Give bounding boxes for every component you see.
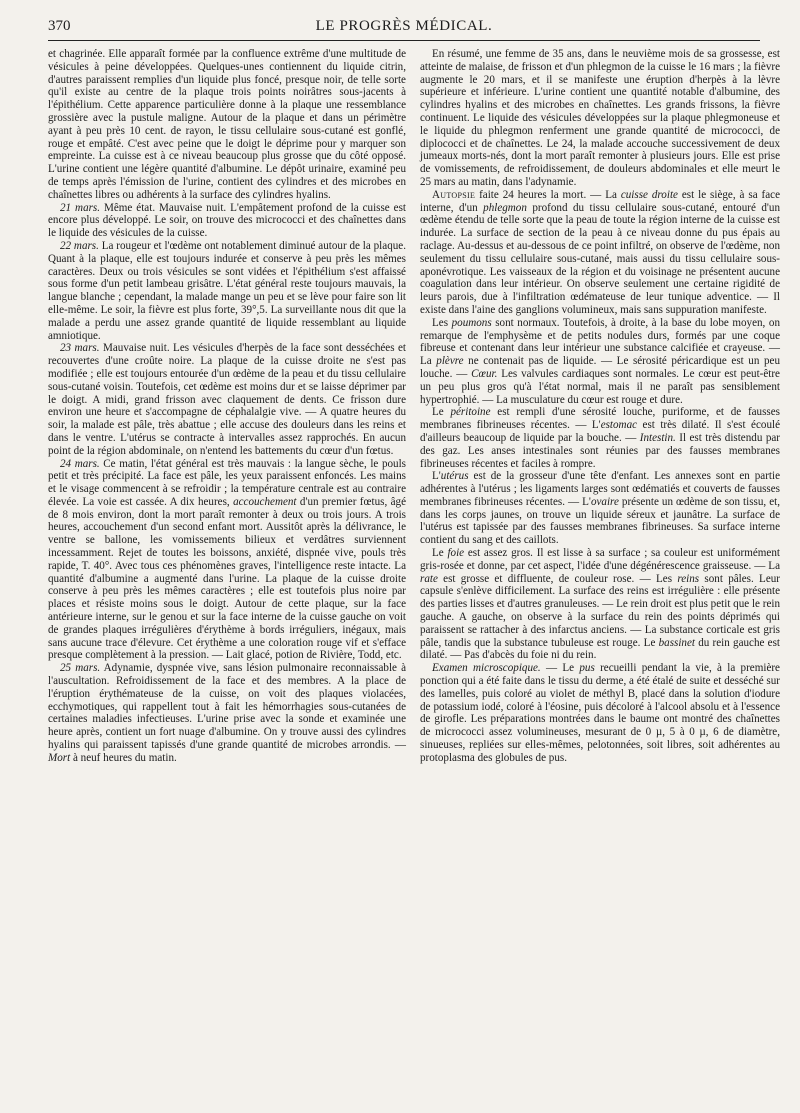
date-25-mars: 25 mars. bbox=[60, 662, 101, 675]
page-header bbox=[48, 14, 760, 41]
paragraph-23-mars: 23 mars. Mauvaise nuit. Les vésicules d'herpès de la face sont desséchées et recouvertes d'une croûte noire. La plaque de la cuisse droite ne s'est pas modifiée ; elle est toujours entourée d'un œdème de la peau et du tissu cellulaire sous-cutané voisin. Toutefois, cet œdème est moins dur et se laisse déprimer par le doigt. A midi, grand frisson avec claquement de dents. Ce frisson dure environ une heure et s'accompagne de céphalalgie vive. — A quatre heures du soir, la malade est pâle, très abattue ; elle accuse des douleurs dans les reins et dans le ventre. L'utérus se contracte à intervalles assez rapprochés. En aucun point de la région abdominale, on n'entend les battements du cœur d'un fœtus. bbox=[48, 342, 406, 457]
paragraph-autopsie: Autopsie faite 24 heures la mort. — La cuisse droite est le siège, à sa face interne, d'un phlegmon profond du tissu cellulaire sous-cutané, entouré d'un œdème étendu de telle sorte que la peau de toute la région interne de la cuisse est indurée. La surface de section de la peau à ce niveau donne du pus épais au raclage. Au-dessus et au-dessous de ce point infiltré, on observe de l'œdème, non seulement du tissu cellulaire sous-cutané, mais aussi du tissu cellulaire sous-aponévrotique. Les vaisseaux de la région et du voisinage ne présentent aucune coagulation dans leur intérieur. On observe seulement une certaine rigidité de leurs parois, due à l'infiltration œdémateuse de leur tunique adventice. — Il existe dans l'aine des ganglions volumineux, mais sans suppuration manifeste. bbox=[420, 188, 781, 316]
date-21-mars: 21 mars. bbox=[60, 201, 101, 214]
right-column bbox=[420, 48, 780, 765]
examen-heading: Examen microscopique. bbox=[432, 662, 541, 675]
paragraph-25-mars: 25 mars. Adynamie, dyspnée vive, sans lésion pulmonaire reconnaissable à l'auscultation. Refroidissement de la face et des membres. A la place de l'éruption érythémateuse de la cuisse, on voit des plaques violacées, ecchymotiques, qui rappellent tout à fait les hémorrhagies sous-cutanées de certaines maladies infectieuses. L'urine prise avec la sonde et examinée une heure après, contient un fort nuage d'albumine. On y trouve aussi des cylindres hyalins qui paraissent tapissés d'une grande quantité de microbes arrondis. — Mort à neuf heures du matin. bbox=[48, 662, 406, 764]
paragraph-intro: et chagrinée. Elle apparaît formée par la confluence extrême d'une multitude de vésicules à peine développées. Quelques-unes contiennent du liquide citrin, d'autres paraissent remplies d'un liquide plus foncé, presque noir, de telle sorte qu'il existe au centre de la plaque trois points noirâtres sous-jacents à l'épithélium. Cette apparence particulière donne à la plaque une ressemblance grossière avec la pustule maligne. Autour de la plaque et dans un périmètre ayant à peu près 10 cent. de rayon, le tissu cellulaire sous-cutané est gonflé, rouge et empâté. C'est avec peine que le doigt le déprime pour y marquer son empreinte. La cuisse est à ce niveau beaucoup plus grosse que du côté opposé. L'urine contient une légère quantité d'albumine. Le dépôt urinaire, examiné peu de temps après l'émission de l'urine, contient des cylindres et des microbes en chaînettes libres ou adhérents à la surface des cylindres hyalins. bbox=[48, 48, 406, 201]
paragraph-poumons: Les poumons sont normaux. Toutefois, à droite, à la base du lobe moyen, on remarque de l'emphysème et de petits nodules durs, formés par une coque fibreuse et contenant dans leur intérieur une substance calcifiée et crayeuse. — La plèvre ne contenait pas de liquide. — Le sérosité péricardique est un peu louche. — Cœur. Les valvules cardiaques sont normales. Le cœur est peut-être un peu plus gros qu'à l'état normal, mais il ne paraît pas sensiblement hypertrophié. — La musculature du cœur est rouge et dure. bbox=[420, 316, 780, 406]
date-23-mars: 23 mars. bbox=[60, 342, 100, 355]
paragraph-24-mars: 24 mars. Ce matin, l'état général est très mauvais : la langue sèche, le pouls petit et très précipité. La face est pâle, les yeux paraissent enfoncés. Les mains et le visage commencent à se refroidir ; la température centrale est au contraire élevée. La voie est cassée. A dix heures, accouchement d'un premier fœtus, âgé de 8 mois environ, dont la mort paraît remonter à deux ou trois jours. A trois heures, accouchement d'un second enfant mort. Aussitôt après la délivrance, le ventre se ballone, les vomissements bilieux et verdâtres surviennent incessamment. Rejet de toutes les boissons, anxiété, dispnée vive, pouls très rapide, T. 40°. Avec tous ces phénomènes graves, l'intelligence reste intacte. La quantité d'albumine a augmenté dans l'urine. La plaque de la cuisse droite conserve à peu près les mêmes caractères ; elle est toutefois plus noire par places et résiste moins sous le doigt. Autour de cette plaque, sur la face antérieure interne, sur le genou et sur la face interne de la cuisse gauche on voit de grandes plaques irrégulières d'érythème à bords irréguliers, inégaux, mais sans aucune trace d'élevure. Cet érythème a une coloration rouge vif et s'efface presque complètement à la pression. — Lait glacé, potion de Rivière, Todd, etc. bbox=[48, 457, 406, 662]
page-number: 370 bbox=[48, 18, 71, 34]
autopsie-heading: Autopsie bbox=[432, 188, 476, 201]
journal-title: LE PROGRÈS MÉDICAL. bbox=[315, 18, 493, 34]
paragraph-21-mars: 21 mars. Même état. Mauvaise nuit. L'empâtement profond de la cuisse est encore plus développé. Le soir, on trouve des micrococci et des chaînettes dans le liquide des vésicules de la cuisse. bbox=[48, 201, 406, 240]
paragraph-uterus: L'utérus est de la grosseur d'une tête d'enfant. Les annexes sont en partie adhérentes à l'utérus ; les ligaments larges sont œdématiés et couverts de fausses membranes fibrineuses récentes. — L'ovaire présente un œdème de son tissu, et, dans les corps jaunes, on trouve un liquide séreux et jaunâtre. La surface de l'utérus est tapissée par des fausses membranes fibrineuses. Sa surface interne contient du sang et des caillots. bbox=[420, 470, 780, 547]
date-22-mars: 22 mars. bbox=[60, 239, 99, 252]
paragraph-22-mars: 22 mars. La rougeur et l'œdème ont notablement diminué autour de la plaque. Quant à la plaque, elle est toujours indurée et conserve à peu près les mêmes caractères. Deux ou trois vésicules se sont vidées et l'épithélium s'est affaissé sous forme d'un petit lambeau grisâtre. L'état général reste toujours mauvais, la langue blanche ; cependant, la malade mange un peu et se lève pour faire son lit elle-même. Le soir, la fièvre est plus forte, 39°,5. La surveillante nous dit que la malade a perdu une assez grande quantité de liquide ressemblant au liquide amniotique. bbox=[48, 239, 406, 342]
paragraph-resume: En résumé, une femme de 35 ans, dans le neuvième mois de sa grossesse, est atteinte de malaise, de frisson et d'un phlegmon de la cuisse le 16 mars ; la fièvre augmente le 20 mars, et il se manifeste une éruption d'herpès à la lèvre supérieure et inférieure. L'urine contient une quantité notable d'albumine, des cylindres hyalins et des microbes en chaînettes. Les grands frissons, la fièvre continuent. Le liquide des vésicules développées sur la plaque phlegmoneuse et le liquide du phlegmon renferment une grande quantité de micrococci, de diplococci et de chaînettes. Le 24, la malade accouche successivement de deux jumeaux morts-nés, dont la mort paraît remonter à plusieurs jours. Elle est prise de vomissements, de refroidissement, de douleurs abdominales et elle meurt le 25 mars au matin, dans l'adynamie. bbox=[420, 48, 780, 188]
left-column bbox=[48, 48, 406, 765]
paragraph-peritoine: Le péritoine est rempli d'une sérosité louche, puriforme, et de fausses membranes fibrineuses récentes. — L'estomac est très dilaté. Il s'est écoulé d'ailleurs beaucoup de liquide par la bouche. — Intestin. Il est très distendu par des gaz. Les anses intestinales sont réunies par des fausses membranes fibrineuses récentes et faciles à rompre. bbox=[420, 406, 780, 470]
date-24-mars: 24 mars. bbox=[60, 457, 100, 470]
paragraph-examen: Examen microscopique. — Le pus recueilli pendant la vie, à la première ponction qui a été faite dans le tissu du derme, a été étalé de suite et desséché sur des lamelles, puis coloré au violet de méthyl B, placé dans la solution d'iodure de potassium iodé, coloré à l'éosine, puis décoloré à l'alcool absolu et à l'essence de girofle. Les préparations montrées dans le baume ont montré des chaînettes de micrococci assez volumineuses, mesurant de 0 µ, 5 à 0 µ, 6 de diamètre, sinueuses, repliées sur elles-mêmes, pelotonnées, soit libres, soit adhérentes au protoplasma des globules de pus. bbox=[420, 662, 780, 764]
paragraph-foie: Le foie est assez gros. Il est lisse à sa surface ; sa couleur est uniformément gris-rosée et donne, par cet aspect, l'idée d'une dégénérescence graisseuse. — La rate est grosse et diffluente, de couleur rose. — Les reins sont pâles. Leur capsule s'enlève difficilement. La surface des reins est irrégulière : elle présente des parties lisses et d'autres granuleuses. — Le rein droit est plus petit que le rein gauche. A gauche, on observe à la surface du rein des points déprimés qui paraissent se rattacher à des infarctus anciens. — La substance corticale est gris pâle, tandis que la substance tubuleuse est rouge. Le bassinet du rein gauche est dilaté. — Pas d'abcès du foie ni du rein. bbox=[420, 547, 781, 662]
